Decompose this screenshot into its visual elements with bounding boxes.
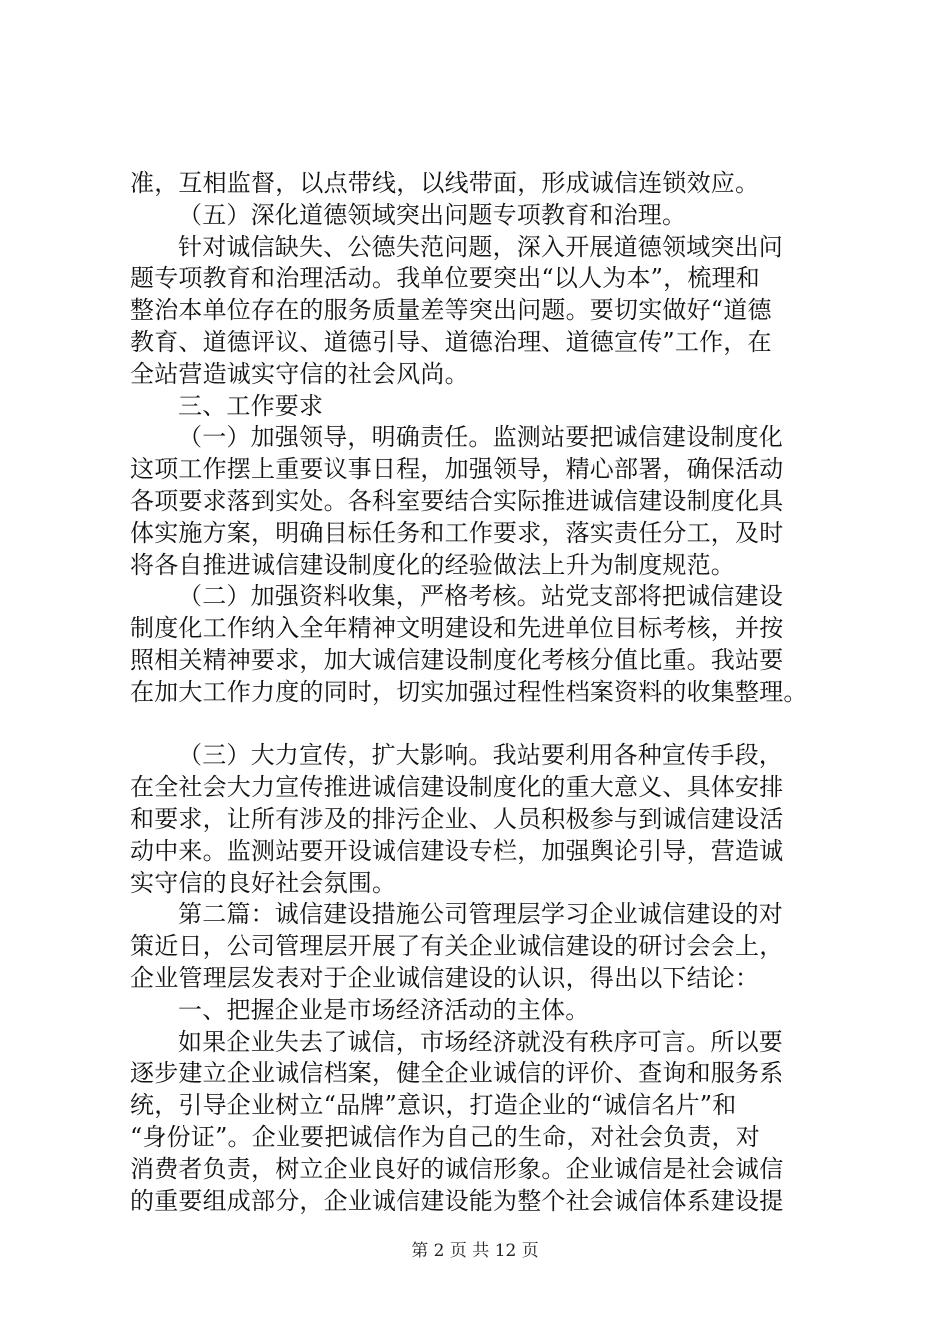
text-line: 逐步建立企业诚信档案，健全企业诚信的评价、查询和服务系 [130, 1059, 784, 1088]
text-line: 在加大工作力度的同时，切实加强过程性档案资料的收集整理。 [130, 677, 808, 706]
text-line: 一、把握企业是市场经济活动的主体。 [178, 995, 590, 1024]
text-line: 统，引导企业树立“品牌”意识，打造企业的“诚信名片”和 [130, 1091, 737, 1120]
text-line: 这项工作摆上重要议事日程，加强领导，精心部署，确保活动 [130, 455, 784, 484]
text-line: 在全社会大力宣传推进诚信建设制度化的重大意义、具体安排 [130, 773, 784, 802]
text-line: 策近日，公司管理层开展了有关企业诚信建设的研讨会会上， [130, 932, 784, 961]
text-line: 体实施方案，明确目标任务和工作要求，落实责任分工，及时 [130, 518, 784, 547]
text-line: 全站营造诚实守信的社会风尚。 [130, 359, 469, 388]
text-line: （五）深化道德领域突出问题专项教育和治理。 [178, 200, 687, 229]
text-line: 针对诚信缺失、公德失范问题，深入开展道德领域突出问 [178, 232, 783, 261]
text-line: 制度化工作纳入全年精神文明建设和先进单位目标考核，并按 [130, 614, 784, 643]
paragraph-gap [130, 709, 840, 741]
text-line: 照相关精神要求，加大诚信建设制度化考核分值比重。我站要 [130, 645, 784, 674]
text-line: 动中来。监测站要开设诚信建设专栏，加强舆论引导，营造诚 [130, 836, 784, 865]
text-line: 和要求，让所有涉及的排污企业、人员积极参与到诚信建设活 [130, 804, 784, 833]
text-line: 的重要组成部分，企业诚信建设能为整个社会诚信体系建设提 [130, 1186, 784, 1215]
text-line: 整治本单位存在的服务质量差等突出问题。要切实做好“道德 [130, 296, 772, 325]
text-line: 各项要求落到实处。各科室要结合实际推进诚信建设制度化具 [130, 486, 784, 515]
text-line: 实守信的良好社会氛围。 [130, 868, 397, 897]
text-line: （三）大力宣传，扩大影响。我站要利用各种宣传手段， [178, 741, 783, 770]
text-line: 将各自推进诚信建设制度化的经验做法上升为制度规范。 [130, 550, 735, 579]
document-body [130, 168, 840, 1217]
text-line: 第二篇：诚信建设措施公司管理层学习企业诚信建设的对 [178, 900, 783, 929]
text-line: 三、工作要求 [178, 391, 324, 420]
page-footer: 第 2 页 共 12 页 [411, 1241, 539, 1261]
text-line: 消费者负责，树立企业良好的诚信形象。企业诚信是社会诚信 [130, 1154, 784, 1183]
text-line: 题专项教育和治理活动。我单位要突出“以人为本”，梳理和 [130, 264, 760, 293]
text-line: （二）加强资料收集，严格考核。站党支部将把诚信建设 [178, 582, 783, 611]
text-line: 企业管理层发表对于企业诚信建设的认识，得出以下结论： [130, 963, 760, 992]
text-line: 准，互相监督，以点带线，以线带面，形成诚信连锁效应。 [130, 169, 760, 197]
text-line: 教育、道德评议、道德引导、道德治理、道德宣传”工作，在 [130, 327, 772, 356]
text-line: “身份证”。企业要把诚信作为自己的生命，对社会负责，对 [130, 1122, 760, 1151]
text-line: （一）加强领导，明确责任。监测站要把诚信建设制度化 [178, 423, 783, 452]
text-line: 如果企业失去了诚信，市场经济就没有秩序可言。所以要 [178, 1027, 783, 1056]
